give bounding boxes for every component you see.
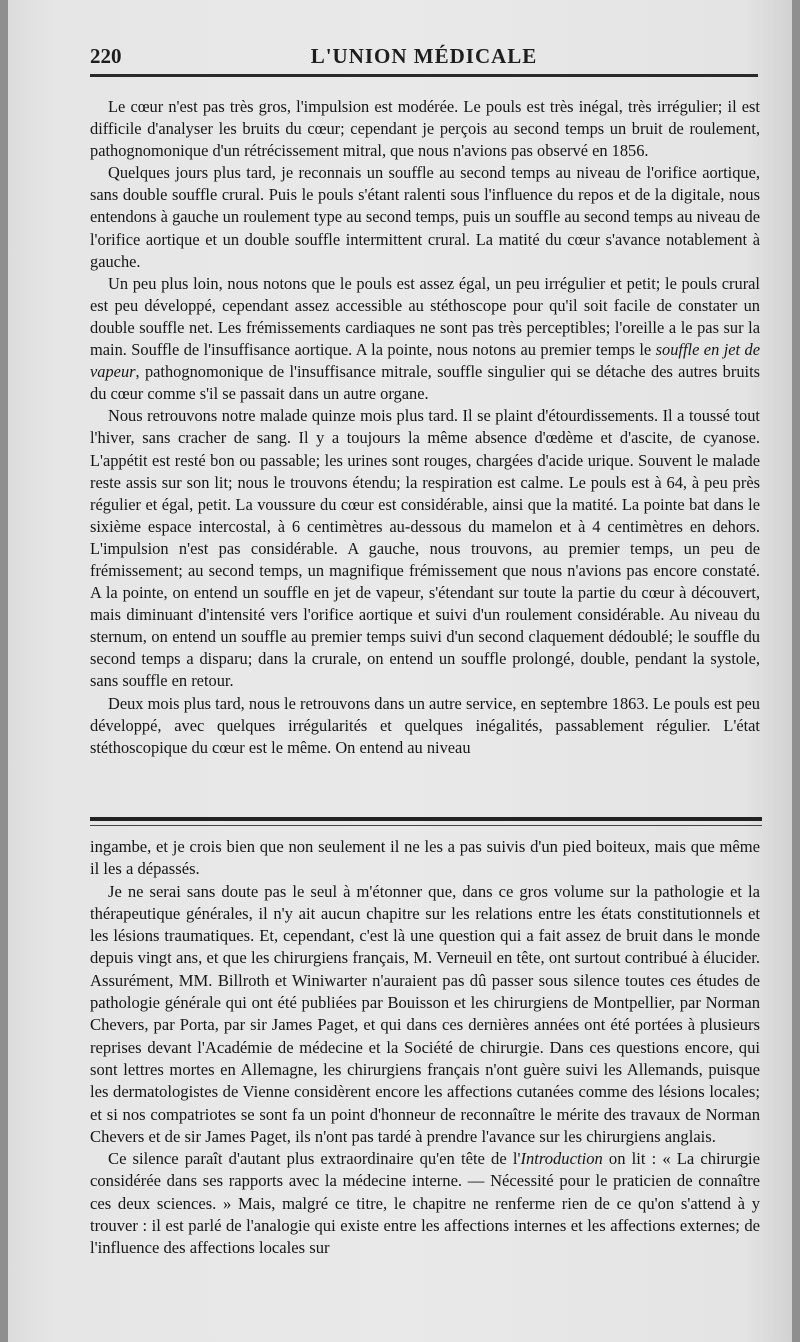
paragraph: ingambe, et je crois bien que non seulement il ne les a pas suivis d'un pied boiteux, mais que même il les a dépassés. [90, 837, 760, 879]
paragraph: Quelques jours plus tard, je reconnais un souffle au second temps au niveau de l'orifice aortique, sans double souffle crural. Puis le pouls s'étant ralenti sous l'influence du repos et de la digitale, nous entendons à gauche un roulement type au second temps, puis un souffle au second temps au niveau de l'orifice aortique et un double souffle intermittent crural. La matité du cœur s'avance notablement à gauche. [90, 163, 760, 271]
running-title: L'UNION MÉDICALE [310, 44, 538, 68]
page-header [90, 42, 758, 72]
text-run: on lit : « La chirurgie considérée dans ses rapports avec la médecine interne. — Nécessité pour le praticien de connaître ces deux sciences. » Mais, malgré ce titre, le chapitre ne renferme rien de ce qu'on s'attend à y trouver : il est parlé de l'analogie qui existe entre les affections internes et les affections externes; de l'influence des affections locales sur [90, 1149, 760, 1258]
header-rule [90, 74, 758, 77]
feuilleton-separator [90, 817, 762, 821]
text-run: Un peu plus loin, nous notons que le pouls est assez égal, un peu irrégulier et petit; le pouls crural est peu développé, cependant assez accessible au stéthoscope pour qu'il soit facile de constater un double souffle net. Les frémissements cardiaques ne sont pas très perceptibles; l'oreille a le pas sur la main. Souffle de l'insuffisance aortique. A la pointe, nous notons au premier temps le [90, 273, 760, 360]
paragraph [90, 1148, 760, 1259]
italic-title: Introduction [520, 1149, 603, 1169]
paragraph: Nous retrouvons notre malade quinze mois plus tard. Il se plaint d'étourdissements. Il a toussé tout l'hiver, sans cracher de sang. Il y a toujours la même absence d'œdème et d'ascite, de cyanose. L'appétit est resté bon ou passable; les urines sont rouges, chargées d'acide urique. Souvent le malade reste assis sur son lit; nous le trouvons étendu; la respiration est calme. Le pouls est à 64, à peu près régulier et égal, petit. La voussure du cœur est considérable, ainsi que la matité. La pointe bat dans le sixième espace intercostal, à 6 centimètres au-dessous du mamelon et à 4 centimètres en dehors. L'impulsion n'est pas considérable. A gauche, nous trouvons, au premier temps, un peu de frémissement; au second temps, un magnifique frémissement que nous n'avions pas encore constaté. A la pointe, on entend un souffle en jet de vapeur, s'étendant sur toute la partie du cœur à découvert, mais diminuant d'intensité vers l'orifice aortique et suivi d'un roulement considérable. Au niveau du sternum, on entend un souffle au premier temps suivi d'un second claquement dédoublé; le souffle du second temps a disparu; dans la crurale, on entend un souffle prolongé, double, pendant la systole, sans souffle en retour. [90, 406, 760, 691]
paragraph: Le cœur n'est pas très gros, l'impulsion est modérée. Le pouls est très inégal, très irrégulier; il est difficile d'analyser les bruits du cœur; cependant je perçois au second temps un bruit de roulement, pathognomonique d'un rétrécissement mitral, que nous n'avions pas observé en 1856. [90, 97, 760, 161]
text-run: Ce silence paraît d'autant plus extraordinaire qu'en tête de l' [108, 1149, 521, 1169]
main-article [90, 96, 760, 759]
paragraph: Deux mois plus tard, nous le retrouvons dans un autre service, en septembre 1863. Le pouls est peu développé, avec quelques irrégularités et quelques inégalités, passablement régulier. L'état stéthoscopique du cœur est le même. On entend au niveau [90, 693, 760, 757]
italic-phrase: souffle en jet de vapeur [90, 340, 760, 382]
feuilleton-article [90, 836, 760, 1260]
page [8, 0, 792, 1342]
page-number: 220 [90, 44, 122, 68]
feuilleton-separator-thin [90, 825, 762, 826]
paragraph: Je ne serai sans doute pas le seul à m'étonner que, dans ce gros volume sur la pathologie et la thérapeutique générales, il n'y ait aucun chapitre sur les relations entre les états constitutionnels et les lésions traumatiques. Et, cependant, c'est là une question qui a fait assez de bruit dans le monde depuis vingt ans, et que les chirurgiens français, M. Verneuil en tête, ont surtout contribué à élucider. Assurément, MM. Billroth et Winiwarter n'auraient pas dû passer sous silence toutes ces études de pathologie générale qui ont été publiées par Bouisson et les chirurgiens de Montpellier, par Norman Chevers, par Porta, par sir James Paget, et qui dans ces dernières années ont été portées à plusieurs reprises devant l'Académie de médecine et la Société de chirurgie. Dans ces questions encore, qui sont lettres mortes en Allemagne, les chirurgiens français n'ont guère suivi les Allemands, puisque les dermatologistes de Vienne considèrent encore les affections cutanées comme des lésions locales; et si nos compatriotes se sont fa un point d'honneur de reconnaître le mérite des travaux de Norman Chevers et de sir James Paget, ils n'ont pas tardé à prendre l'avance sur les chirurgiens anglais. [90, 881, 760, 1146]
paragraph [90, 273, 760, 406]
text-run: , pathognomonique de l'insuffisance mitrale, souffle singulier qui se détache des autres bruits du cœur comme s'il se passait dans un autre organe. [90, 362, 760, 404]
